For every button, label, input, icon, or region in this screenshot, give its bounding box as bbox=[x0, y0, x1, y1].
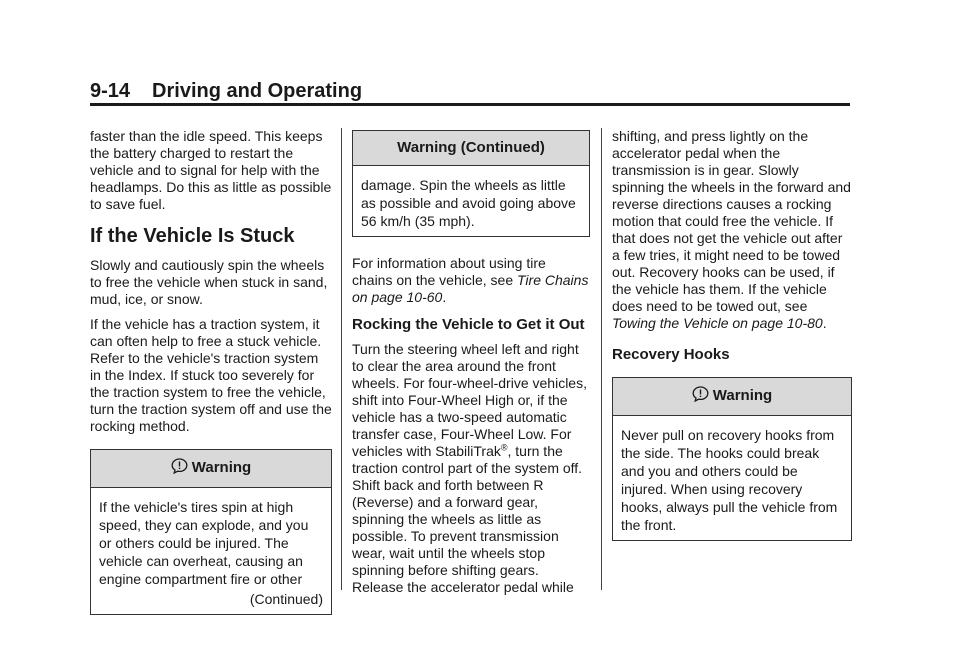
column-3 bbox=[612, 128, 852, 551]
paragraph-text: , turn the traction control part of the system off. Shift back and forth between R (Reverse) and a forward gear, spinning the wheels as little as possible. To prevent transmission wear, wait until the wheels stop spinning before shifting gears. Release the accelerator pedal while bbox=[352, 443, 583, 595]
cross-reference-link[interactable]: Towing the Vehicle on page 10-80 bbox=[612, 315, 823, 331]
column-1 bbox=[90, 128, 332, 625]
warning-text: If the vehicle's tires spin at high speed, they can explode, and you or others could be injured. The vehicle can overheat, causing an engine compartment fire or other bbox=[99, 499, 309, 587]
column-2 bbox=[352, 128, 590, 604]
paragraph-text: Turn the steering wheel left and right to clear the area around the front wheels. For four-wheel-drive vehicles, shift into Four-Wheel High or, if the vehicle has a two-speed automatic transfer case, Four-Wheel Low. For vehicles with StabiliTrak bbox=[352, 341, 587, 459]
warning-title: Warning bbox=[191, 459, 252, 476]
paragraph: Slowly and cautiously spin the wheels to free the vehicle when stuck in sand, mud, ice, or snow. bbox=[90, 257, 328, 307]
column-divider-1 bbox=[341, 128, 342, 590]
cross-reference-link[interactable]: Tire Chains on page 10-60 bbox=[352, 272, 589, 305]
warning-icon bbox=[692, 386, 709, 406]
warning-title: Warning bbox=[712, 387, 773, 404]
page-number: 9-14 bbox=[90, 80, 131, 102]
warning-header bbox=[91, 450, 331, 488]
warning-header bbox=[353, 131, 589, 166]
continued-label: (Continued) bbox=[249, 591, 323, 607]
paragraph-text: . bbox=[442, 289, 447, 305]
warning-text: damage. Spin the wheels as little as possible and avoid going above 56 km/h (35 mph). bbox=[361, 177, 576, 229]
warning-body bbox=[613, 416, 851, 540]
warning-body bbox=[91, 488, 331, 614]
warning-icon bbox=[171, 458, 188, 478]
warning-body bbox=[353, 166, 589, 236]
warning-title: Warning (Continued) bbox=[397, 139, 545, 156]
paragraph-text: For information about using tire chains on the vehicle, see bbox=[352, 255, 546, 288]
section-title: Driving and Operating bbox=[152, 80, 363, 102]
column-divider-2 bbox=[601, 128, 602, 590]
header-rule bbox=[90, 103, 850, 106]
paragraph-text: . bbox=[822, 315, 827, 331]
paragraph: faster than the idle speed. This keeps the battery charged to restart the vehicle and to signal for help with the headlamps. Do this as little as possible to save fuel. bbox=[90, 128, 332, 212]
warning-box bbox=[90, 449, 332, 615]
warning-box bbox=[612, 377, 852, 541]
section-heading: If the Vehicle Is Stuck bbox=[90, 225, 295, 247]
subsection-heading: Recovery Hooks bbox=[612, 346, 730, 363]
paragraph-text: shifting, and press lightly on the accelerator pedal when the transmission is in gear. Slowly spinning the wheels in the forward and reverse directions causes a rocking motion that could free the vehicle. If that does not get the vehicle out after a few tries, it might need to be towed out. Recovery hooks can be used, if the vehicle has them. If the vehicle does need to be towed out, see bbox=[612, 128, 851, 314]
paragraph bbox=[612, 128, 852, 332]
paragraph bbox=[352, 255, 590, 306]
paragraph: If the vehicle has a traction system, it can often help to free a stuck vehicle. Refer to the vehicle's traction system in the Index. If stuck too severely for the traction system to free the vehicle, turn the traction system off and use the rocking method. bbox=[90, 316, 332, 434]
subsection-heading: Rocking the Vehicle to Get it Out bbox=[352, 316, 585, 333]
warning-text: Never pull on recovery hooks from the side. The hooks could break and you and others could be injured. When using recovery hooks, always pull the vehicle from the front. bbox=[621, 427, 838, 533]
warning-header bbox=[613, 378, 851, 416]
registered-mark: ® bbox=[500, 442, 508, 453]
warning-box-continued bbox=[352, 130, 590, 237]
paragraph bbox=[352, 341, 590, 596]
page-header bbox=[90, 80, 850, 103]
